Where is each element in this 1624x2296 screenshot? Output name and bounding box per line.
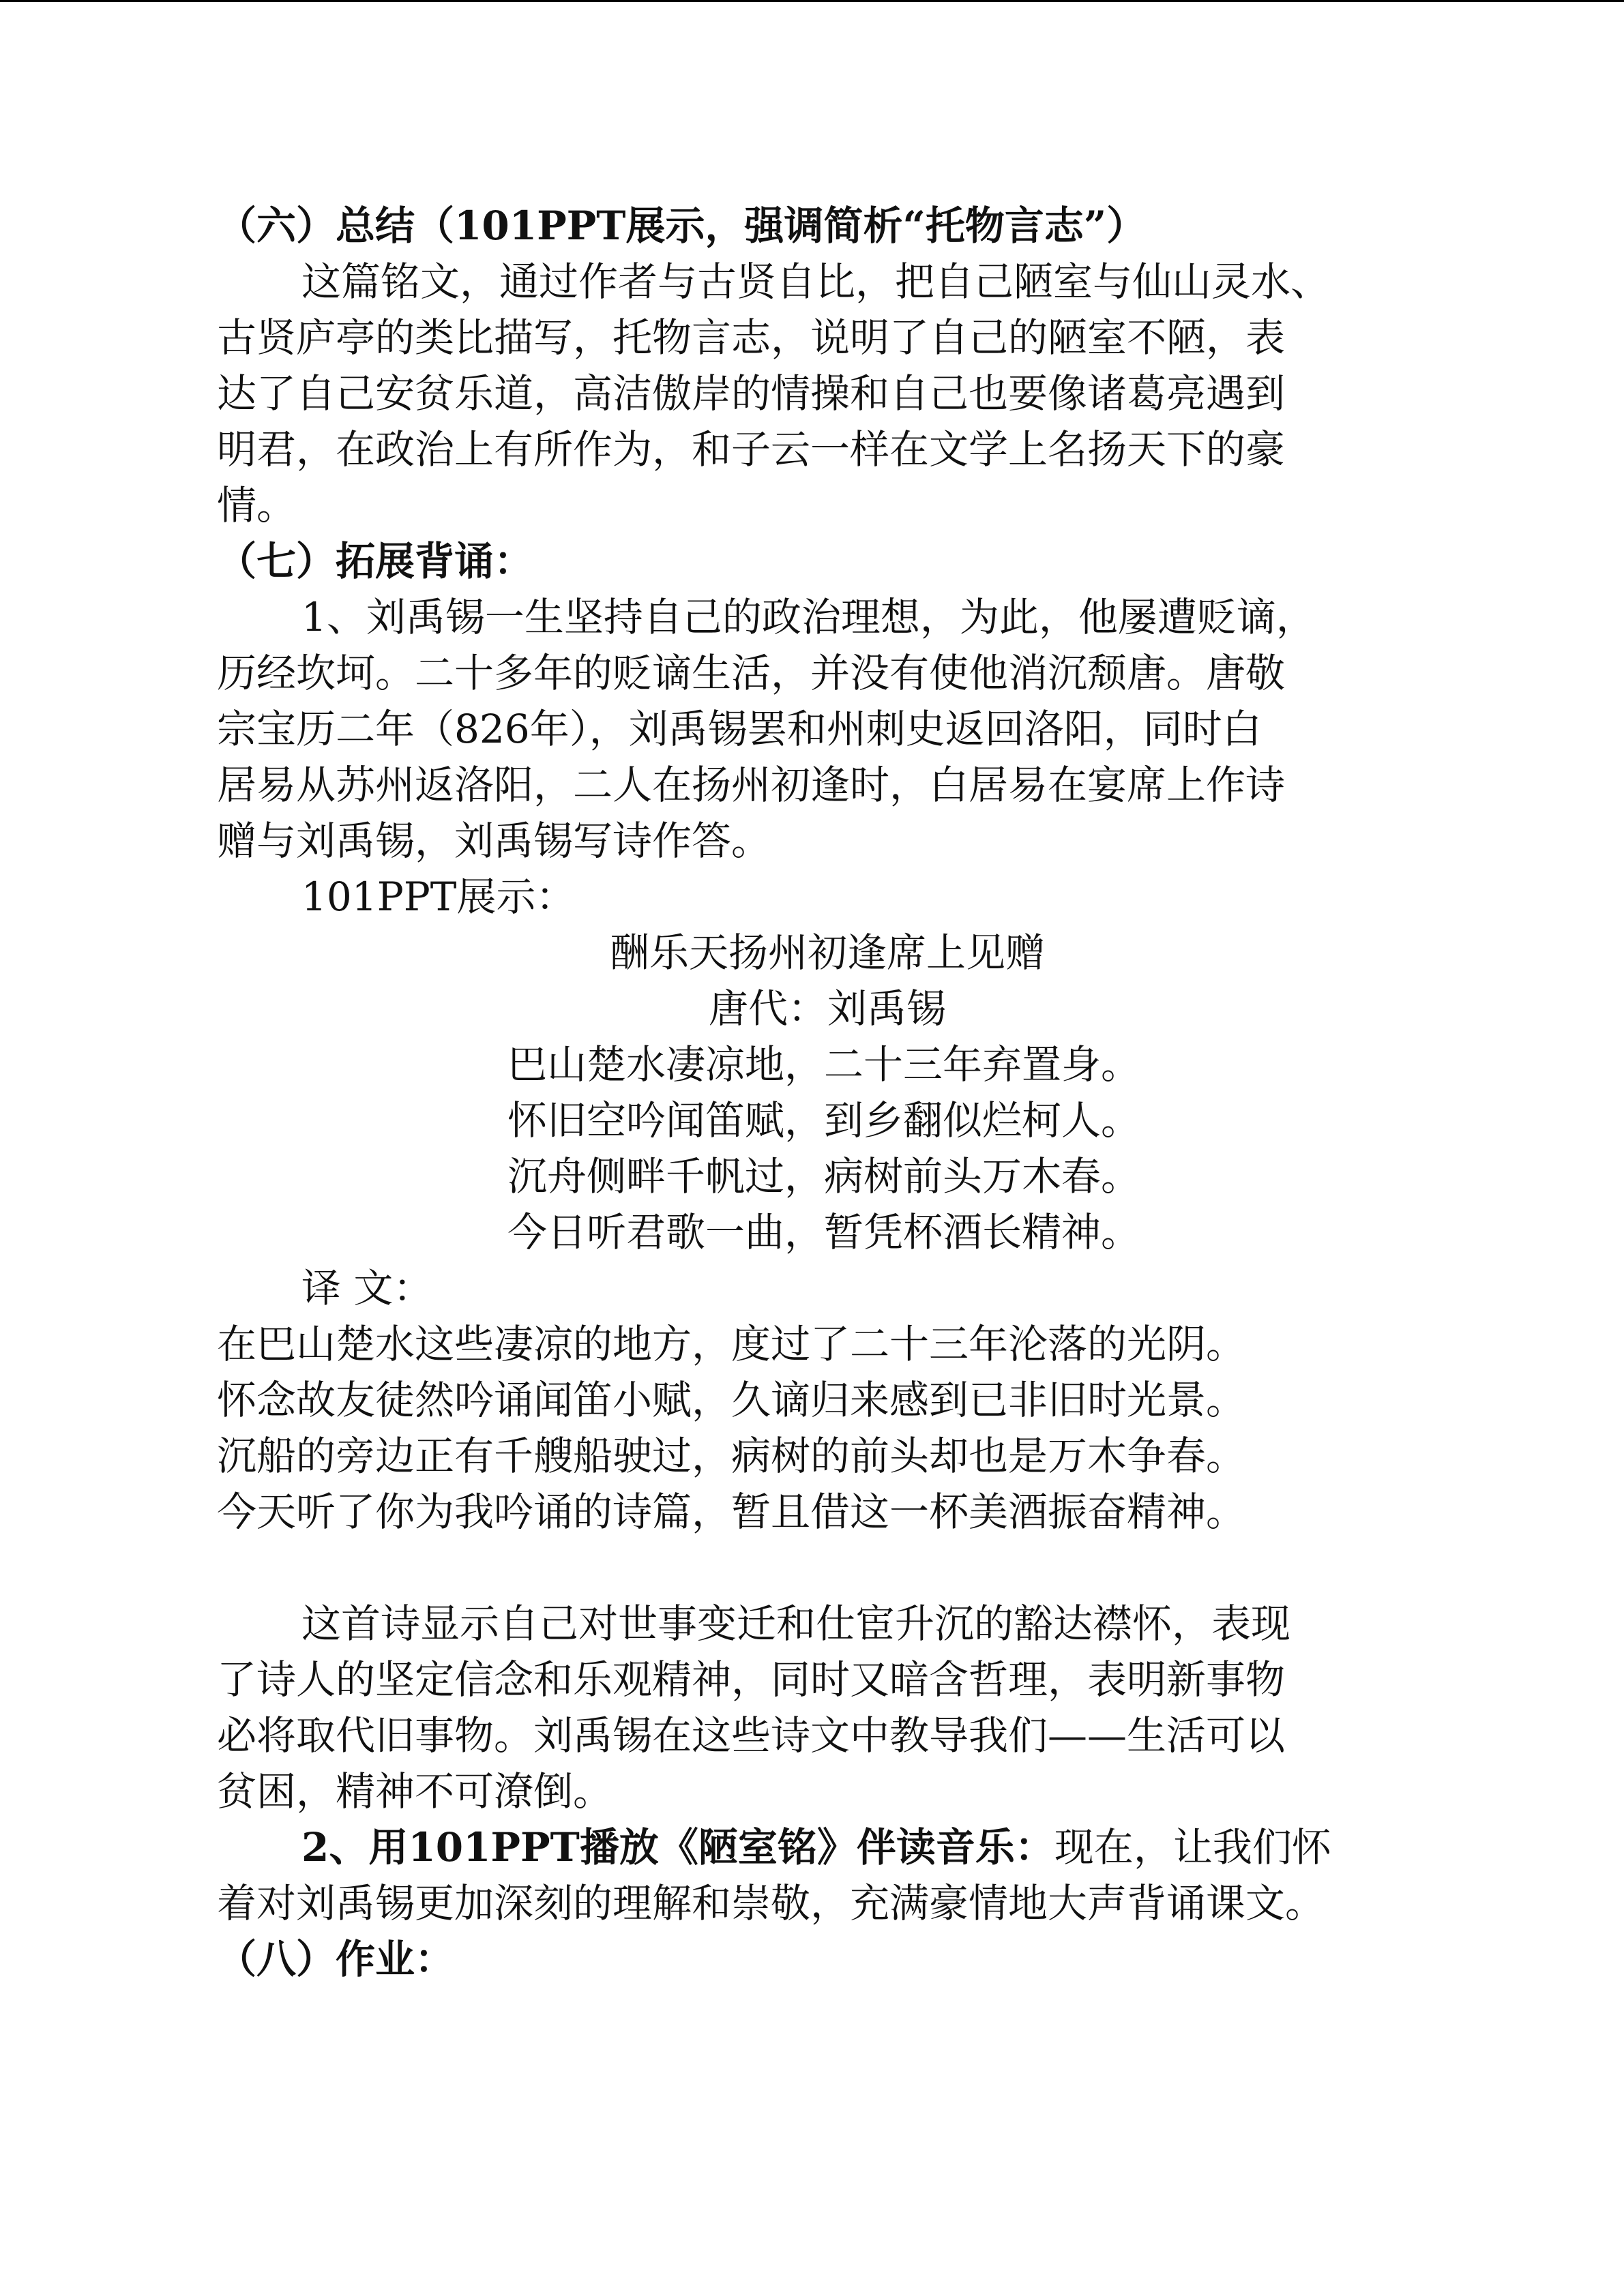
top-border-line: [0, 0, 1624, 2]
section-6-heading: （六）总结（101PPT展示，强调简析“托物言志”）: [217, 203, 1147, 249]
item-1-line: 赠与刘禹锡，刘禹锡写诗作答。: [217, 818, 771, 864]
item-2-line: [217, 1819, 1438, 1875]
ppt-label: 101PPT展示：: [301, 874, 576, 920]
poem-line: 巴山楚水凄凉地，二十三年弃置身。: [507, 1041, 1141, 1088]
summary-paragraph-line: 达了自己安贫乐道，高洁傲岸的情操和自己也要像诸葛亮遇到: [217, 370, 1286, 417]
item-1-line: 居易从苏州返洛阳，二人在扬州初逢时，白居易在宴席上作诗: [217, 762, 1286, 808]
translation-line: 沉船的旁边正有千艘船驶过，病树的前头却也是万木争春。: [217, 1433, 1246, 1479]
commentary-line: 了诗人的坚定信念和乐观精神，同时又暗含哲理，表明新事物: [217, 1656, 1286, 1703]
translation-label: 译 文：: [301, 1265, 433, 1311]
section-8-heading: （八）作业：: [217, 1936, 455, 1982]
item-2-bold-text: 2、用101PPT播放《陋室铭》伴读音乐：: [301, 1824, 1054, 1870]
summary-paragraph-line: 这篇铭文，通过作者与古贤自比，把自己陋室与仙山灵水、: [301, 258, 1331, 305]
item-2-line: 着对刘禹锡更加深刻的理解和崇敬，充满豪情地大声背诵课文。: [217, 1880, 1325, 1926]
commentary-line: 贫困，精神不可潦倒。: [217, 1768, 613, 1815]
item-1-line: 宗宝历二年（826年），刘禹锡罢和州刺史返回洛阳，同时白: [217, 706, 1262, 752]
poem-line: 沉舟侧畔千帆过，病树前头万木春。: [507, 1153, 1141, 1199]
translation-line: 在巴山楚水这些凄凉的地方，度过了二十三年沦落的光阴。: [217, 1321, 1246, 1367]
summary-paragraph-line: 古贤庐亭的类比描写，托物言志，说明了自己的陋室不陋，表: [217, 314, 1286, 361]
poem-line: 怀旧空吟闻笛赋，到乡翻似烂柯人。: [507, 1097, 1141, 1144]
commentary-line: 必将取代旧事物。刘禹锡在这些诗文中教导我们——生活可以: [217, 1712, 1286, 1759]
poem-line: 今日听君歌一曲，暂凭杯酒长精神。: [507, 1209, 1141, 1255]
translation-line: 怀念故友徒然吟诵闻笛小赋，久谪归来感到已非旧时光景。: [217, 1377, 1246, 1423]
poem-author: 唐代：刘禹锡: [708, 985, 946, 1032]
translation-line: 今天听了你为我吟诵的诗篇，暂且借这一杯美酒振奋精神。: [217, 1489, 1246, 1535]
summary-paragraph-line: 情。: [217, 482, 297, 528]
item-1-line: 历经坎坷。二十多年的贬谪生活，并没有使他消沉颓唐。唐敬: [217, 650, 1286, 696]
blank-line: [217, 1540, 1438, 1596]
summary-paragraph-line: 明君，在政治上有所作为，和子云一样在文学上名扬天下的豪: [217, 426, 1286, 473]
poem-title: 酬乐天扬州初逢席上见赠: [609, 929, 1045, 976]
item-2-text: 现在，让我们怀: [1054, 1824, 1331, 1870]
document-page: [217, 198, 1438, 1987]
item-1-line: 1、刘禹锡一生坚持自己的政治理想，为此，他屡遭贬谪，: [301, 594, 1316, 640]
section-7-heading: （七）拓展背诵：: [217, 538, 534, 584]
commentary-line: 这首诗显示自己对世事变迁和仕宦升沉的豁达襟怀，表现: [301, 1600, 1291, 1647]
